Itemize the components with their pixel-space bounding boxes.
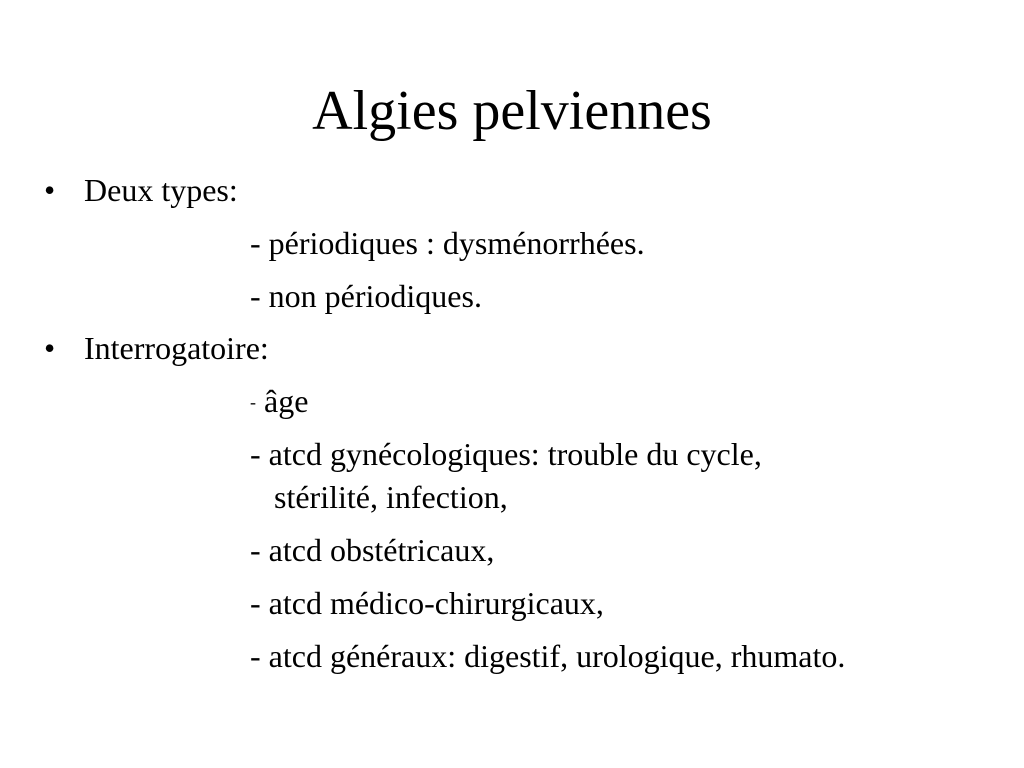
bullet-icon: • <box>44 172 56 208</box>
list-item: - atcd gynécologiques: trouble du cycle, <box>250 436 762 472</box>
list-item-age <box>250 381 308 422</box>
list-item: - non périodiques. <box>250 278 482 314</box>
section-heading-interrogatoire: Interrogatoire: <box>84 330 269 366</box>
section-heading-types: Deux types: <box>84 172 238 208</box>
list-item: - périodiques : dysménorrhées. <box>250 225 645 261</box>
list-item: - atcd généraux: digestif, urologique, rhumato. <box>250 638 846 674</box>
list-item-continuation: stérilité, infection, <box>274 479 508 515</box>
slide-title: Algies pelviennes <box>312 80 712 142</box>
list-item: - atcd médico-chirurgicaux, <box>250 585 604 621</box>
age-text: âge <box>264 383 309 419</box>
bullet-icon: • <box>44 330 56 366</box>
small-dash: - <box>250 392 256 412</box>
list-item: - atcd obstétricaux, <box>250 532 495 568</box>
